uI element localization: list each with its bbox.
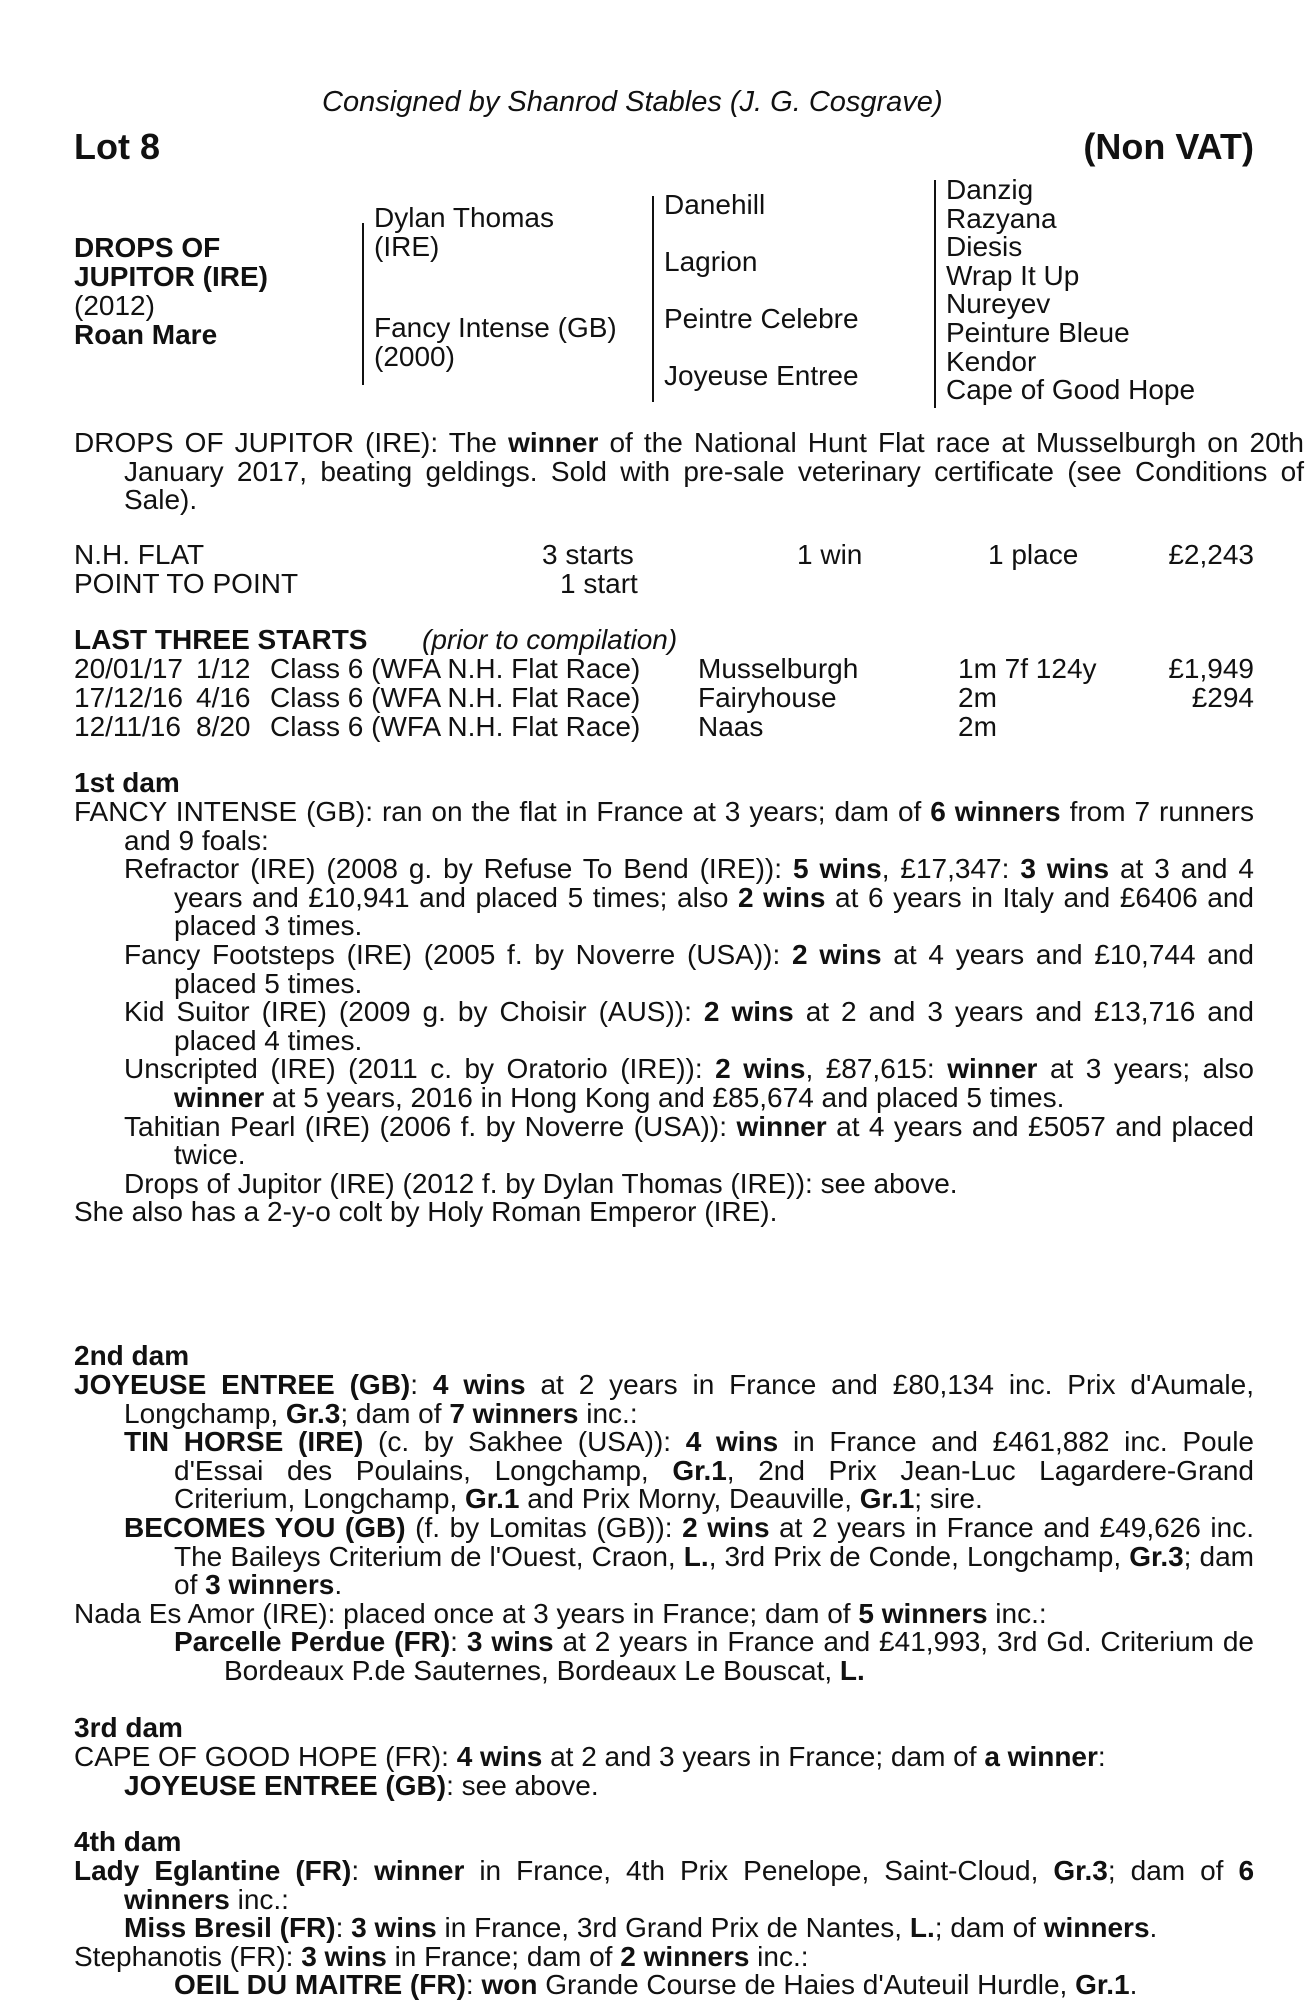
text-run: 8/20 bbox=[196, 711, 251, 742]
text-run: 3 winners bbox=[205, 1569, 335, 1601]
text-run: Gr.3 bbox=[1053, 1855, 1108, 1886]
text-run: , £87,615: bbox=[805, 1053, 948, 1085]
text-paragraph bbox=[74, 1743, 1254, 1772]
text-paragraph bbox=[74, 1167, 1254, 1199]
text-run: , 3rd Prix de Conde, Longchamp, bbox=[708, 1540, 1130, 1572]
text-run: Drops of Jupitor (IRE) (2012 f. by Dylan Thomas (IRE)): see above. bbox=[124, 1167, 958, 1199]
text-run: FANCY INTENSE (GB): ran on the flat in France at 3 years; dam of bbox=[74, 796, 931, 827]
pedigree-grandsire-1: Danehill bbox=[664, 189, 766, 220]
race-summary bbox=[74, 429, 1304, 515]
pedigree-granddam-1: Lagrion bbox=[664, 246, 758, 277]
text-run: Tahitian Pearl (IRE) (2006 f. by Noverre (USA)): bbox=[124, 1110, 737, 1142]
record-places: 1 place bbox=[988, 539, 1079, 570]
sire-country: (IRE) bbox=[374, 231, 440, 262]
text-paragraph bbox=[74, 855, 1254, 941]
text-run: at 2 and 3 years in France; dam of bbox=[542, 1741, 985, 1772]
text-run: : bbox=[465, 1969, 482, 2000]
record-row-ptp bbox=[74, 570, 1254, 599]
text-run: Parcelle Perdue (FR) bbox=[174, 1626, 451, 1658]
text-paragraph bbox=[74, 1940, 1254, 1972]
text-run: Gr.1 bbox=[465, 1483, 520, 1515]
third-dam-section bbox=[74, 1743, 1254, 1800]
text-run: Fancy Footsteps (IRE) (2005 f. by Noverre (USA)): bbox=[124, 938, 793, 970]
text-paragraph bbox=[74, 1628, 1254, 1685]
horse-identity bbox=[74, 233, 268, 349]
text-run: LAST THREE STARTS bbox=[74, 624, 368, 655]
text-run: 12/11/16 bbox=[74, 711, 181, 742]
text-run: L. bbox=[839, 1654, 865, 1686]
text-run: winners bbox=[1043, 1912, 1150, 1944]
text-run: Class 6 (WFA N.H. Flat Race) bbox=[270, 711, 641, 742]
text-run: 2 wins bbox=[738, 881, 826, 913]
text-run: (f. by Lomitas (GB)): bbox=[405, 1511, 683, 1543]
text-run: (c. by Sakhee (USA)): bbox=[363, 1426, 686, 1458]
text-paragraph bbox=[74, 1914, 1254, 1943]
text-run: TIN HORSE (IRE) bbox=[124, 1426, 364, 1458]
third-dam-heading: 3rd dam bbox=[74, 1712, 183, 1743]
start-row bbox=[74, 713, 1254, 742]
text-paragraph bbox=[74, 938, 1254, 999]
pedigree-great-grandparents bbox=[946, 176, 1195, 405]
text-run: She also has a 2-y-o colt by Holy Roman Emperor (IRE). bbox=[74, 1196, 778, 1228]
text-run: . bbox=[334, 1569, 343, 1601]
text-run: 6 winners bbox=[930, 796, 1061, 827]
text-run: winner bbox=[947, 1053, 1038, 1085]
text-run: Grande Course de Haies d'Auteuil Hurdle, bbox=[537, 1969, 1076, 2000]
text-run: : see above. bbox=[446, 1769, 599, 1801]
record-starts: 3 starts bbox=[542, 539, 634, 570]
text-paragraph bbox=[74, 1198, 1254, 1227]
text-run: at 6 years in Italy and £6406 and placed 3 times. bbox=[174, 881, 1254, 942]
text-paragraph bbox=[74, 1371, 1254, 1428]
text-paragraph bbox=[74, 1511, 1255, 1601]
horse-name-line2: JUPITOR (IRE) bbox=[74, 261, 268, 292]
last-three-heading bbox=[74, 626, 1254, 655]
text-run: at 2 years in France and £80,134 inc. Prix d'Aumale, Longchamp, bbox=[124, 1369, 1255, 1429]
vat-status: (Non VAT) bbox=[1083, 126, 1254, 167]
text-run: won bbox=[481, 1969, 538, 2000]
text-run: 2 wins bbox=[703, 996, 794, 1028]
text-run: of the National Hunt Flat race at Musselburgh on 20th January 2017, beating geldings. Sold with pre-sale veterinary certificate (see Conditions of Sale). bbox=[124, 427, 1304, 516]
text-run: Unscripted (IRE) (2011 c. by Oratorio (IRE)): bbox=[124, 1053, 716, 1085]
start-row bbox=[74, 655, 1254, 684]
text-run: Naas bbox=[698, 711, 764, 742]
fourth-dam-heading: 4th dam bbox=[74, 1826, 182, 1857]
text-paragraph bbox=[74, 798, 1254, 855]
text-run: 20/01/17 bbox=[74, 653, 183, 684]
gg-3: Diesis bbox=[946, 231, 1023, 263]
text-run: 4 wins bbox=[432, 1369, 526, 1400]
text-run: ; dam of bbox=[340, 1397, 450, 1429]
text-run: in France; dam of bbox=[386, 1940, 621, 1972]
text-run: ; dam of bbox=[174, 1540, 1255, 1601]
text-run: from 7 runners and 9 foals: bbox=[124, 796, 1254, 856]
text-run: Gr.3 bbox=[285, 1397, 341, 1429]
text-paragraph bbox=[74, 1971, 1254, 2000]
text-run: 6 winners bbox=[124, 1855, 1255, 1915]
text-run: 2 wins bbox=[792, 938, 882, 970]
text-run: in France, 3rd Grand Prix de Nantes, bbox=[436, 1912, 910, 1944]
text-run: DROPS OF JUPITOR (IRE): The bbox=[74, 427, 509, 458]
text-run: 2m bbox=[958, 682, 997, 713]
pedigree-granddam-2: Joyeuse Entree bbox=[664, 360, 859, 391]
fourth-dam-section bbox=[74, 1857, 1254, 2000]
text-run: Miss Bresil (FR) bbox=[124, 1912, 336, 1944]
text-run: 3 wins bbox=[1020, 853, 1110, 885]
text-run: 4/16 bbox=[196, 682, 251, 713]
text-run: at 4 years and £5057 and placed twice. bbox=[174, 1110, 1254, 1171]
text-run: in France and £461,882 inc. Poule d'Essai des Poulains, Longchamp, bbox=[174, 1426, 1254, 1486]
text-run: at 5 years, 2016 in Hong Kong and £85,674 and placed 5 times. bbox=[264, 1081, 1065, 1113]
text-run: at 4 years and £10,744 and placed 5 times. bbox=[174, 938, 1254, 999]
text-run: Stephanotis (FR): bbox=[74, 1940, 302, 1972]
pedigree-divider-3 bbox=[934, 180, 936, 408]
text-run: Class 6 (WFA N.H. Flat Race) bbox=[270, 682, 641, 713]
dam-name: Fancy Intense (GB) bbox=[374, 312, 617, 343]
text-paragraph bbox=[74, 998, 1254, 1055]
text-run: at 2 years in France and £41,993, 3rd Gd. Criterium de Bordeaux P.de Sauternes, Bordeaux Le Bouscat, bbox=[224, 1626, 1255, 1686]
text-run: , 2nd Prix Jean-Luc Lagardere-Grand Criterium, Longchamp, bbox=[174, 1454, 1254, 1515]
text-run: inc.: bbox=[987, 1597, 1047, 1629]
record-type: POINT TO POINT bbox=[74, 568, 299, 599]
text-run: (prior to compilation) bbox=[422, 624, 678, 655]
text-run: winner bbox=[736, 1110, 827, 1142]
text-run: 5 winners bbox=[858, 1597, 988, 1629]
text-run: ; sire. bbox=[914, 1483, 983, 1515]
text-run: 2 wins bbox=[682, 1511, 770, 1543]
text-run: OEIL DU MAITRE (FR) bbox=[174, 1969, 466, 2000]
text-run: JOYEUSE ENTREE (GB) bbox=[74, 1369, 411, 1400]
text-run: : bbox=[450, 1626, 467, 1658]
text-run: at 3 and 4 years and £10,941 and placed 5 times; also bbox=[174, 853, 1254, 913]
text-run: £294 bbox=[1191, 682, 1254, 713]
record-starts: 1 start bbox=[560, 568, 638, 599]
text-run: Gr.3 bbox=[1129, 1540, 1184, 1572]
start-row bbox=[74, 684, 1254, 713]
text-run: Kid Suitor (IRE) (2009 g. by Choisir (AUS)): bbox=[124, 996, 704, 1028]
text-run: a winner bbox=[984, 1741, 1098, 1772]
record-money: £2,243 bbox=[1168, 539, 1254, 570]
text-run: . bbox=[1149, 1912, 1158, 1944]
gg-6: Peinture Bleue bbox=[946, 316, 1130, 348]
first-dam-section bbox=[74, 798, 1254, 1227]
record-wins: 1 win bbox=[797, 539, 863, 570]
text-run: 5 wins bbox=[792, 853, 882, 885]
text-run: winner bbox=[508, 427, 599, 458]
pedigree-dam bbox=[374, 313, 617, 371]
text-paragraph bbox=[74, 1110, 1254, 1171]
text-paragraph bbox=[74, 1857, 1254, 1914]
text-run: inc.: bbox=[229, 1883, 289, 1915]
gg-2: Razyana bbox=[946, 202, 1057, 234]
record-type: N.H. FLAT bbox=[74, 539, 205, 570]
text-run: and Prix Morny, Deauville, bbox=[519, 1483, 860, 1515]
horse-year: (2012) bbox=[74, 290, 155, 321]
sire-name: Dylan Thomas bbox=[374, 202, 555, 233]
pedigree-divider-1 bbox=[362, 223, 364, 385]
text-run: BECOMES YOU (GB) bbox=[124, 1511, 406, 1543]
record-row-nh-flat bbox=[74, 541, 1254, 570]
text-run: 1m 7f 124y bbox=[958, 653, 1097, 684]
text-run: : bbox=[335, 1912, 352, 1944]
pedigree-divider-2 bbox=[652, 196, 654, 402]
pedigree-grandsire-2: Peintre Celebre bbox=[664, 303, 859, 334]
first-dam-heading: 1st dam bbox=[74, 767, 180, 798]
text-run: 2m bbox=[958, 711, 997, 742]
text-run: Class 6 (WFA N.H. Flat Race) bbox=[270, 653, 641, 684]
text-run: £1,949 bbox=[1168, 653, 1254, 684]
text-run: winner bbox=[374, 1855, 465, 1886]
text-run: winner bbox=[174, 1081, 265, 1113]
text-run: 17/12/16 bbox=[74, 682, 183, 713]
text-run: ; dam of bbox=[934, 1912, 1044, 1944]
lot-number: Lot 8 bbox=[74, 126, 160, 167]
text-run: 2 wins bbox=[715, 1053, 806, 1085]
text-run: inc.: bbox=[578, 1397, 638, 1429]
text-run: L. bbox=[909, 1912, 935, 1944]
pedigree-sire bbox=[374, 203, 554, 261]
text-paragraph bbox=[74, 1597, 1254, 1629]
text-run: JOYEUSE ENTREE (GB) bbox=[124, 1769, 447, 1801]
text-run: Nada Es Amor (IRE): placed once at 3 years in France; dam of bbox=[74, 1597, 859, 1629]
text-run: 3 wins bbox=[301, 1940, 387, 1972]
text-run: CAPE OF GOOD HOPE (FR): bbox=[74, 1741, 457, 1772]
text-paragraph bbox=[74, 1055, 1254, 1112]
text-run: Gr.1 bbox=[672, 1454, 727, 1486]
text-run: : bbox=[1097, 1741, 1106, 1772]
gg-7: Kendor bbox=[946, 345, 1037, 377]
text-run: Lady Eglantine (FR) bbox=[74, 1855, 352, 1886]
text-run: , £17,347: bbox=[881, 853, 1021, 885]
text-run: 2 winners bbox=[620, 1940, 750, 1972]
text-run: at 2 years in France and £49,626 inc. The Baileys Criterium de l'Ouest, Craon, bbox=[174, 1511, 1254, 1572]
second-dam-section bbox=[74, 1371, 1254, 1686]
gg-5: Nureyev bbox=[946, 288, 1051, 320]
horse-sex: Roan Mare bbox=[74, 319, 218, 350]
dam-year: (2000) bbox=[374, 341, 455, 372]
text-run: Musselburgh bbox=[698, 653, 859, 684]
text-run: . bbox=[1129, 1969, 1138, 2000]
text-run: L. bbox=[683, 1540, 709, 1572]
gg-4: Wrap It Up bbox=[946, 259, 1080, 291]
text-paragraph bbox=[74, 1769, 1254, 1801]
text-run: ; dam of bbox=[1107, 1855, 1239, 1886]
text-run: 3 wins bbox=[351, 1912, 437, 1944]
text-run: 4 wins bbox=[456, 1741, 543, 1772]
text-run: at 2 and 3 years and £13,716 and placed 4 times. bbox=[174, 996, 1255, 1056]
text-run: inc.: bbox=[749, 1940, 809, 1972]
text-run: Refractor (IRE) (2008 g. by Refuse To Bend (IRE)): bbox=[124, 853, 793, 885]
text-paragraph bbox=[74, 1428, 1254, 1514]
text-run: : bbox=[410, 1369, 433, 1400]
text-run: at 3 years; also bbox=[1037, 1053, 1254, 1085]
horse-name-line1: DROPS OF bbox=[74, 232, 221, 263]
consignor-line: Consigned by Shanrod Stables (J. G. Cosgrave) bbox=[322, 86, 943, 118]
text-run: 4 wins bbox=[685, 1426, 779, 1458]
text-run: Gr.1 bbox=[1075, 1969, 1130, 2000]
text-run: : bbox=[351, 1855, 375, 1886]
second-dam-heading: 2nd dam bbox=[74, 1340, 190, 1371]
text-run: 1/12 bbox=[196, 653, 251, 684]
text-run: in France, 4th Prix Penelope, Saint-Cloud, bbox=[464, 1855, 1054, 1886]
text-run: Gr.1 bbox=[859, 1483, 915, 1515]
gg-8: Cape of Good Hope bbox=[946, 374, 1196, 406]
gg-1: Danzig bbox=[946, 174, 1034, 205]
text-run: Fairyhouse bbox=[698, 682, 837, 713]
text-run: 7 winners bbox=[449, 1397, 579, 1429]
text-run: 3 wins bbox=[466, 1626, 554, 1658]
